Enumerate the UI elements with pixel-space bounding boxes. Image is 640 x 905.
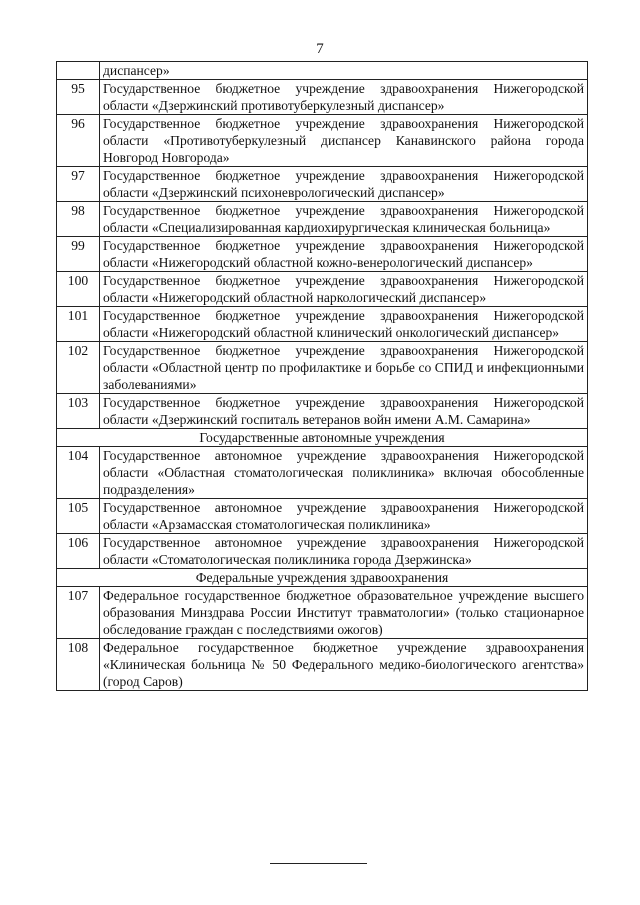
row-number: 104 (57, 447, 100, 499)
row-name: Государственное бюджетное учреждение здравоохранения Нижегородской области «Дзержинский психоневрологический диспансер» (100, 167, 588, 202)
row-name: диспансер» (100, 62, 588, 80)
row-name: Федеральное государственное бюджетное образовательное учреждение высшего образования Минздрава России Институт травматологии» (только стационарное обследование граждан с последствиями ожогов) (100, 587, 588, 639)
table-row (57, 115, 588, 167)
row-name: Государственное бюджетное учреждение здравоохранения Нижегородской области «Дзержинский госпиталь ветеранов войн имени А.М. Самарина» (100, 394, 588, 429)
table-row (57, 499, 588, 534)
row-number: 95 (57, 80, 100, 115)
section-autonomous-title: Государственные автономные учреждения (57, 429, 588, 447)
row-number: 101 (57, 307, 100, 342)
table-row (57, 272, 588, 307)
row-name: Государственное автономное учреждение здравоохранения Нижегородской области «Областная стоматологическая поликлиника» включая обособленные подразделения» (100, 447, 588, 499)
row-name: Федеральное государственное бюджетное учреждение здравоохранения «Клиническая больница № 50 Федерального медико-биологического агентства» (город Саров) (100, 639, 588, 691)
row-name: Государственное бюджетное учреждение здравоохранения Нижегородской области «Нижегородский областной наркологический диспансер» (100, 272, 588, 307)
table-row (57, 167, 588, 202)
table-row (57, 639, 588, 691)
row-name: Государственное бюджетное учреждение здравоохранения Нижегородской области «Областной центр по профилактике и борьбе со СПИД и инфекционными заболеваниями» (100, 342, 588, 394)
row-name: Государственное автономное учреждение здравоохранения Нижегородской области «Арзамасская стоматологическая поликлиника» (100, 499, 588, 534)
table-row-continuation (57, 62, 588, 80)
row-number: 96 (57, 115, 100, 167)
row-name: Государственное бюджетное учреждение здравоохранения Нижегородской области «Дзержинский противотуберкулезный диспансер» (100, 80, 588, 115)
table-row (57, 237, 588, 272)
table-row (57, 307, 588, 342)
table-row (57, 342, 588, 394)
row-name: Государственное бюджетное учреждение здравоохранения Нижегородской области «Нижегородский областной клинический онкологический диспансер» (100, 307, 588, 342)
institutions-table (56, 61, 588, 691)
table-row (57, 80, 588, 115)
section-header-row (57, 429, 588, 447)
row-number: 98 (57, 202, 100, 237)
table-row (57, 534, 588, 569)
table-row (57, 447, 588, 499)
row-number: 103 (57, 394, 100, 429)
row-number: 106 (57, 534, 100, 569)
table-row (57, 587, 588, 639)
row-name: Государственное автономное учреждение здравоохранения Нижегородской области «Стоматологическая поликлиника города Дзержинска» (100, 534, 588, 569)
footer-divider (270, 863, 367, 864)
page-number: 7 (316, 41, 324, 57)
section-federal-title: Федеральные учреждения здравоохранения (57, 569, 588, 587)
row-number: 97 (57, 167, 100, 202)
row-number: 100 (57, 272, 100, 307)
row-number: 99 (57, 237, 100, 272)
row-name: Государственное бюджетное учреждение здравоохранения Нижегородской области «Нижегородский областной кожно-венерологический диспансер» (100, 237, 588, 272)
row-number: 108 (57, 639, 100, 691)
row-number: 102 (57, 342, 100, 394)
table-row (57, 202, 588, 237)
row-name: Государственное бюджетное учреждение здравоохранения Нижегородской области «Специализированная кардиохирургическая клиническая больница» (100, 202, 588, 237)
table-row (57, 394, 588, 429)
section-header-row (57, 569, 588, 587)
row-number (57, 62, 100, 80)
row-number: 107 (57, 587, 100, 639)
row-name: Государственное бюджетное учреждение здравоохранения Нижегородской области «Противотуберкулезный диспансер Канавинского района города Новгород Новгорода» (100, 115, 588, 167)
row-number: 105 (57, 499, 100, 534)
